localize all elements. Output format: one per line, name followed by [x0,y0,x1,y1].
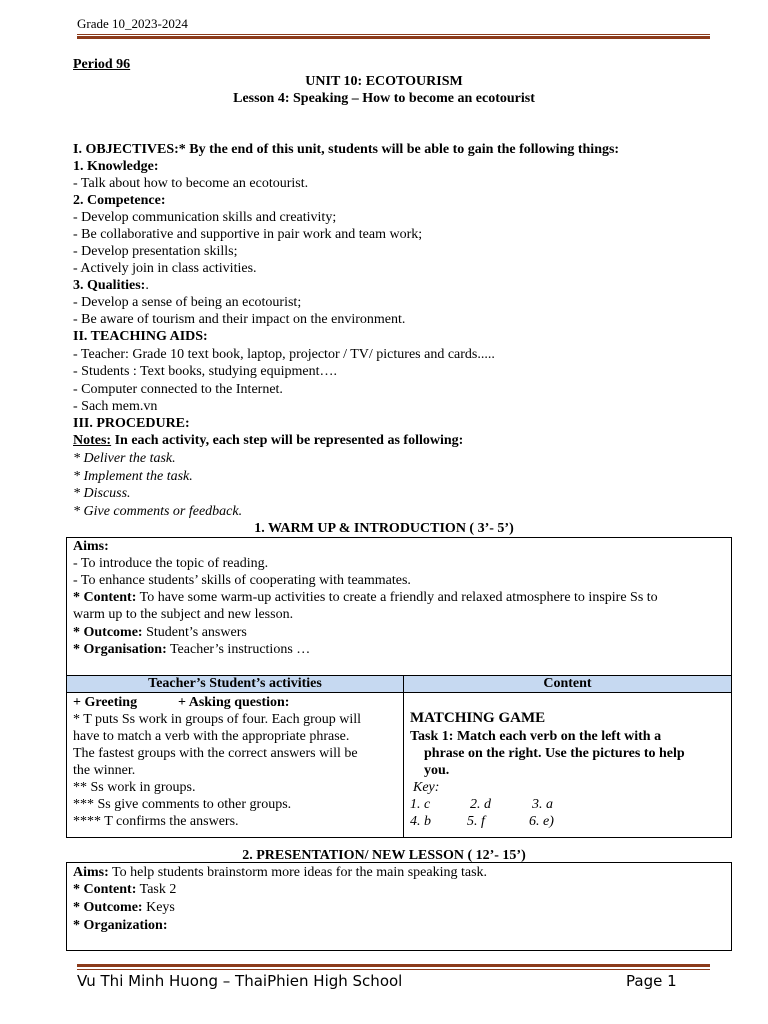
procedure-step: * Implement the task. [73,469,193,484]
qualities-suffix: . [145,278,149,293]
presentation-aims [73,864,487,881]
teaching-aid-item: - Sach mem.vn [73,399,158,414]
activity-line: the winner. [73,763,136,778]
procedure-heading: III. PROCEDURE: [73,416,190,431]
table-column-divider [403,675,404,837]
activity-line: *** Ss give comments to other groups. [73,797,292,812]
warmup-outcome-text: Student’s answers [142,625,247,640]
procedure-step: * Give comments or feedback. [73,504,243,519]
footer-rule-thick [77,964,710,967]
warmup-aims-label: Aims: [73,539,109,554]
task1-line: you. [424,763,450,778]
warmup-content [73,589,658,606]
presentation-outcome-text: Keys [142,900,175,915]
warmup-content-label: * Content: [73,590,137,605]
competence-item: - Actively join in class activities. [73,261,257,276]
key-item: 2. d [470,797,491,812]
warmup-content-cont: warm up to the subject and new lesson. [73,607,294,622]
procedure-step: * Discuss. [73,486,131,501]
warmup-aim: - To enhance students’ skills of cooperating with teammates. [73,573,411,588]
warmup-organisation-label: * Organisation: [73,642,167,657]
warmup-box [66,537,732,838]
knowledge-heading: 1. Knowledge: [73,159,159,174]
qualities-item: - Develop a sense of being an ecotourist; [73,295,302,310]
header-rule-thin [77,34,710,35]
presentation-title: 2. PRESENTATION/ NEW LESSON ( 12’- 15’) [242,848,526,863]
qualities-heading-line [73,277,149,294]
footer-rule-thin [77,969,710,970]
qualities-item: - Be aware of tourism and their impact on the environment. [73,312,406,327]
document-header: Grade 10_2023-2024 [77,16,188,31]
qualities-heading: 3. Qualities: [73,278,146,293]
presentation-content-text: Task 2 [136,882,177,897]
competence-item: - Be collaborative and supportive in pair work and team work; [73,227,423,242]
warmup-aim: - To introduce the topic of reading. [73,556,269,571]
activity-line: **** T confirms the answers. [73,814,239,829]
key-item: 1. c [410,797,431,812]
activity-line: * T puts Ss work in groups of four. Each group will [73,712,362,727]
page-number: Page 1 [626,972,677,990]
key-item: 4. b [410,814,431,829]
competence-heading: 2. Competence: [73,193,166,208]
activity-line: ** Ss work in groups. [73,780,196,795]
presentation-outcome [73,899,175,916]
teaching-aid-item: - Computer connected to the Internet. [73,382,283,397]
knowledge-item: - Talk about how to become an ecotourist. [73,176,309,191]
presentation-content [73,881,176,898]
presentation-outcome-label: * Outcome: [73,900,143,915]
warmup-content-text: To have some warm-up activities to create a friendly and relaxed atmosphere to inspire Ss to [136,590,658,605]
task1-line: phrase on the right. Use the pictures to help [424,746,685,761]
competence-item: - Develop presentation skills; [73,244,238,259]
unit-title: UNIT 10: ECOTOURISM [305,74,463,89]
presentation-box [66,862,732,951]
notes-text: In each activity, each step will be represented as following: [111,433,464,448]
procedure-step: * Deliver the task. [73,451,176,466]
presentation-organization-label: * Organization: [73,918,168,933]
table-header-activities: Teacher’s Student’s activities [67,676,403,693]
asking-question-label: + Asking question: [178,695,290,710]
presentation-aims-text: To help students brainstorm more ideas for the main speaking task. [108,865,488,880]
presentation-aims-label: Aims: [73,865,109,880]
header-rule-thick [77,36,710,39]
matching-game-title: MATCHING GAME [410,710,546,726]
key-item: 3. a [532,797,553,812]
teaching-aid-item: - Students : Text books, studying equipment…. [73,364,337,379]
warmup-outcome [73,624,247,641]
objectives-heading: I. OBJECTIVES:* By the end of this unit, students will be able to gain the following things: [73,142,620,157]
teaching-aid-item: - Teacher: Grade 10 text book, laptop, projector / TV/ pictures and cards..... [73,347,495,362]
warmup-outcome-label: * Outcome: [73,625,143,640]
presentation-content-label: * Content: [73,882,137,897]
lesson-title: Lesson 4: Speaking – How to become an ecotourist [233,91,535,106]
warmup-title: 1. WARM UP & INTRODUCTION ( 3’- 5’) [254,521,514,536]
warmup-organisation-text: Teacher’s instructions … [166,642,311,657]
key-label: Key: [413,780,440,795]
activity-line: The fastest groups with the correct answers will be [73,746,358,761]
table-header-content: Content [404,676,731,693]
footer-author: Vu Thi Minh Huong – ThaiPhien High School [77,972,403,990]
competence-item: - Develop communication skills and creativity; [73,210,337,225]
procedure-notes [73,432,463,449]
activity-line: have to match a verb with the appropriate phrase. [73,729,350,744]
teaching-aids-heading: II. TEACHING AIDS: [73,329,208,344]
key-item: 5. f [467,814,485,829]
key-item: 6. e) [529,814,554,829]
warmup-organisation [73,641,310,658]
greeting-label: + Greeting [73,695,138,710]
period-label: Period 96 [73,57,131,72]
notes-label: Notes: [73,433,112,448]
task1-line: Task 1: Match each verb on the left with a [410,729,662,744]
